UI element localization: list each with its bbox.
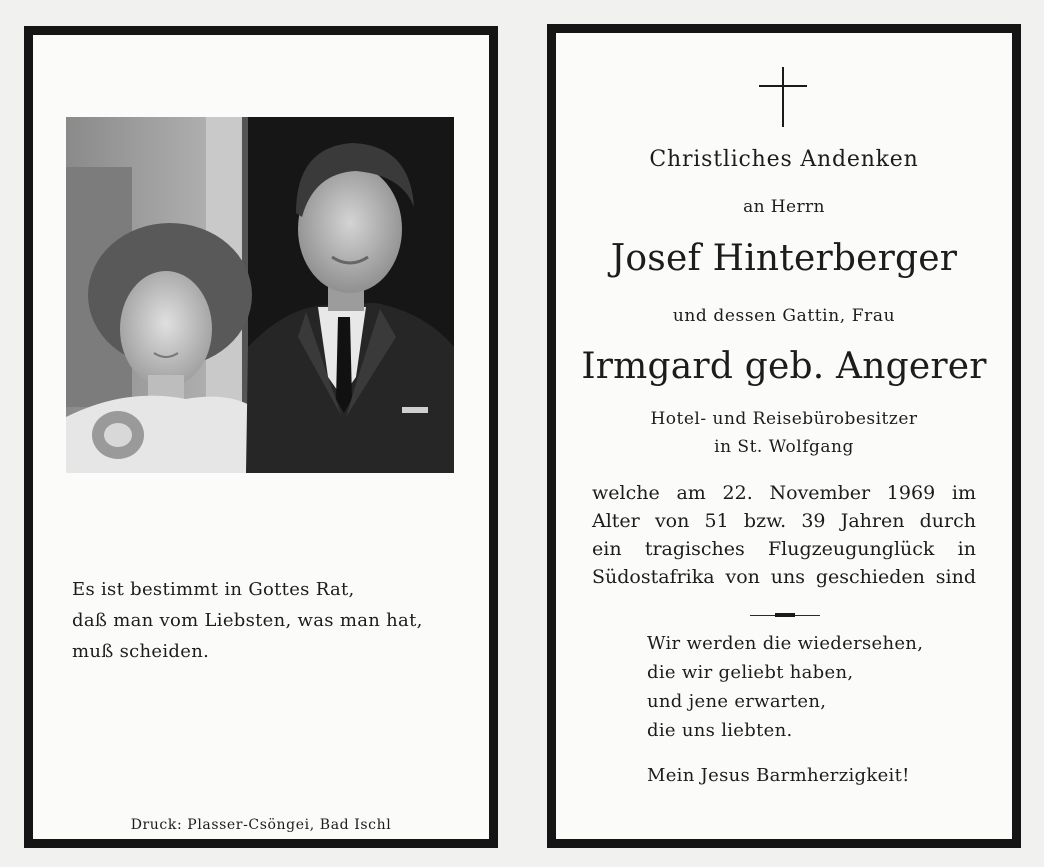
quote-line: Wir werden die wiedersehen,: [647, 633, 924, 654]
couple-portrait-photo: [66, 117, 454, 473]
notice-line: welche am 22. November 1969 im: [592, 482, 976, 504]
wife-name: Irmgard geb. Angerer: [581, 346, 987, 387]
quote-line: und jene erwarten,: [647, 691, 827, 712]
quote-line: die uns liebten.: [647, 720, 793, 741]
right-card: [547, 24, 1021, 848]
place-text: in St. Wolfgang: [714, 437, 854, 457]
verse-line: Es ist bestimmt in Gottes Rat,: [72, 579, 355, 600]
quote-line: die wir geliebt haben,: [647, 662, 854, 683]
left-verse: [72, 574, 482, 667]
verse-line: muß scheiden.: [72, 641, 210, 662]
latin-cross-icon: [759, 67, 807, 127]
occupation-text: Hotel- und Reisebürobesitzer: [650, 409, 918, 429]
ornamental-divider: [750, 613, 820, 619]
verse-line: daß man vom Liebsten, was man hat,: [72, 610, 423, 631]
notice-line: ein tragisches Flugzeugunglück in: [592, 538, 976, 560]
intro-text: an Herrn: [743, 197, 825, 217]
death-notice: [592, 479, 976, 591]
left-card: [24, 26, 498, 848]
notice-line: Südostafrika von uns geschieden sind: [592, 566, 976, 588]
notice-line: Alter von 51 bzw. 39 Jahren durch: [592, 510, 976, 532]
closing-prayer: Mein Jesus Barmherzigkeit!: [647, 765, 910, 786]
printer-credit: Druck: Plasser-Csöngei, Bad Ischl: [130, 817, 392, 833]
card-heading: Christliches Andenken: [649, 147, 919, 172]
memorial-quote: [647, 629, 987, 745]
connector-text: und dessen Gattin, Frau: [672, 306, 896, 326]
husband-name: Josef Hinterberger: [610, 238, 958, 279]
